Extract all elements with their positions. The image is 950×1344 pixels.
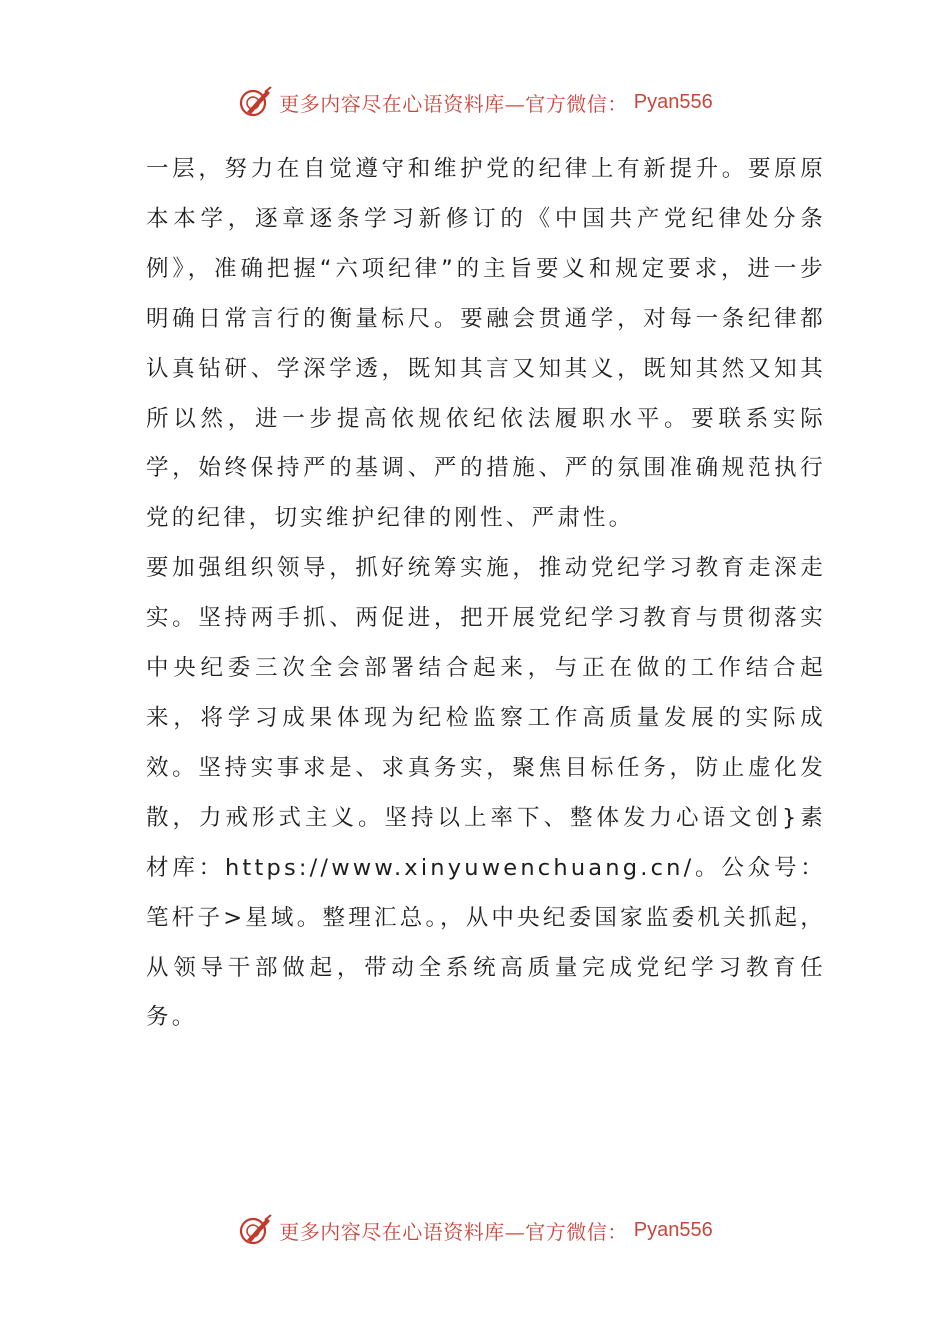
footer-banner [0, 1210, 950, 1250]
quill-pen-icon [237, 1212, 273, 1248]
header-brand-text: 更多内容尽在心语资料库—官方微信： [279, 91, 628, 116]
paragraph: 一层，努力在自觉遵守和维护党的纪律上有新提升。要原原本本学，逐章逐条学习新修订的《中国共产党纪律处分条例》，准确把握“六项纪律”的主旨要义和规定要求，进一步明确日常言行的衡量标尺。要融会贯通学，对每一条纪律都认真钻研、学深学透，既知其言又知其义，既知其然又知其所以然，进一步提高依规依纪依法履职水平。要联系实际学，始终保持严的基调、严的措施、严的氛围准确规范执行党的纪律，切实维护纪律的刚性、严肃性。 [146, 156, 826, 532]
header-account-id: Pyan556 [633, 90, 713, 113]
document-body [146, 145, 826, 1043]
footer-brand-text: 更多内容尽在心语资料库—官方微信： [279, 1219, 628, 1244]
quill-pen-icon [237, 84, 273, 120]
paragraph: 要加强组织领导，抓好统筹实施，推动党纪学习教育走深走实。坚持两手抓、两促进，把开展党纪学习教育与贯彻落实中央纪委三次全会部署结合起来，与正在做的工作结合起来，将学习成果体现为纪检监察工作高质量发展的实际成效。坚持实事求是、求真务实，聚焦目标任务，防止虚化发散，力戒形式主义。坚持以上率下、整体发力心语文创}素材库：https://www.xinyuwenchuang.cn/。公众号：笔杆子>星域。整理汇总。，从中央纪委国家监委机关抓起，从领导干部做起，带动全系统高质量完成党纪学习教育任务。 [146, 555, 826, 1031]
header-banner [0, 82, 950, 122]
footer-account-id: Pyan556 [633, 1218, 713, 1241]
